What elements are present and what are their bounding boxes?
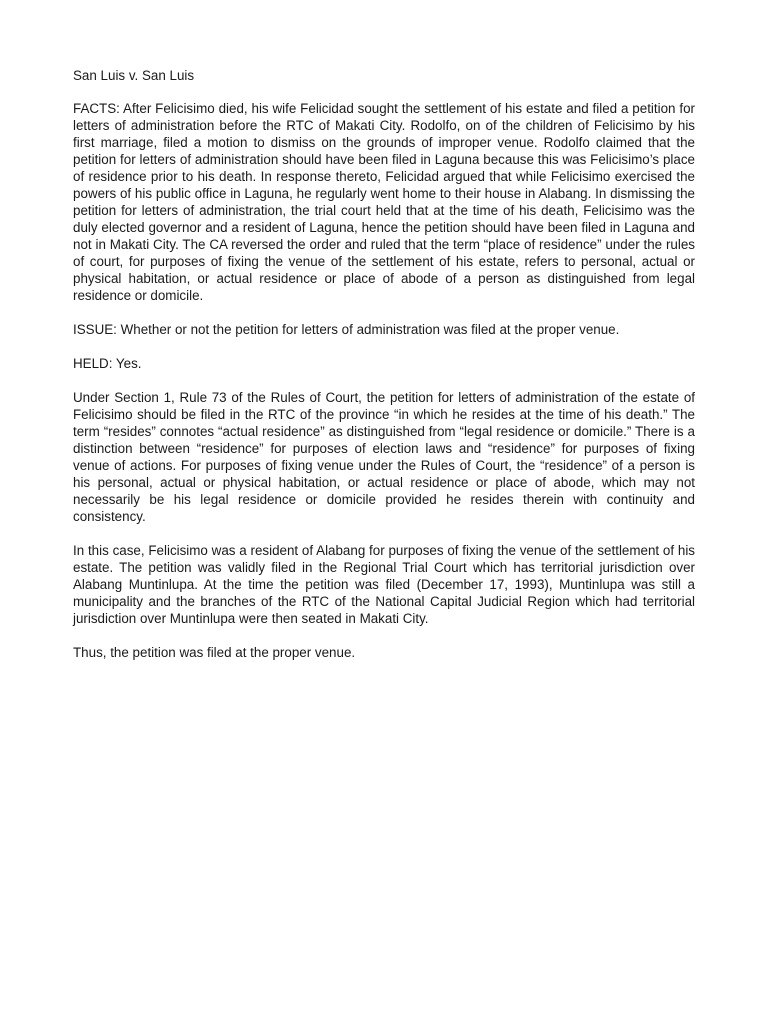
issue-paragraph: ISSUE: Whether or not the petition for letters of administration was filed at the proper venue. [73, 322, 620, 337]
conclusion-paragraph: Thus, the petition was filed at the proper venue. [73, 645, 356, 660]
ruling-paragraph-2: In this case, Felicisimo was a resident of Alabang for purposes of fixing the venue of the settlement of his estate. The petition was validly filed in the Regional Trial Court which has territorial jurisdiction over Alabang Muntinlupa. At the time the petition was filed (December 17, 1993), Muntinlupa was still a municipality and the branches of the RTC of the National Capital Judicial Region which had territorial jurisdiction over Muntinlupa were then seated in Makati City. [73, 543, 695, 626]
ruling-paragraph-1: Under Section 1, Rule 73 of the Rules of Court, the petition for letters of administration of the estate of Felicisimo should be filed in the RTC of the province “in which he resides at the time of his death.” The term “resides” connotes “actual residence” as distinguished from “legal residence or domicile.” There is a distinction between “residence” for purposes of election laws and “residence” for purposes of fixing venue of actions. For purposes of fixing venue under the Rules of Court, the “residence” of a person is his personal, actual or physical habitation, or actual residence or place of abode, which may not necessarily be his legal residence or domicile provided he resides therein with continuity and consistency. [73, 390, 695, 524]
case-title: San Luis v. San Luis [73, 68, 195, 83]
facts-paragraph: FACTS: After Felicisimo died, his wife Felicidad sought the settlement of his estate and filed a petition for letters of administration before the RTC of Makati City. Rodolfo, on of the children of Felicisimo by his first marriage, filed a motion to dismiss on the grounds of improper venue. Rodolfo claimed that the petition for letters of administration should have been filed in Laguna because this was Felicisimo’s place of residence prior to his death. In response thereto, Felicidad argued that while Felicisimo exercised the powers of his public office in Laguna, he regularly went home to their house in Alabang. In dismissing the petition for letters of administration, the trial court held that at the time of his death, Felicisimo was the duly elected governor and a resident of Laguna, hence the petition should have been filed in Laguna and not in Makati City. The CA reversed the order and ruled that the term “place of residence” under the rules of court, for purposes of fixing the venue of the settlement of his estate, refers to personal, actual or physical habitation, or actual residence or place of abode of a person as distinguished from legal residence or domicile. [73, 101, 695, 303]
document-page [73, 67, 695, 678]
held-paragraph: HELD: Yes. [73, 356, 142, 371]
